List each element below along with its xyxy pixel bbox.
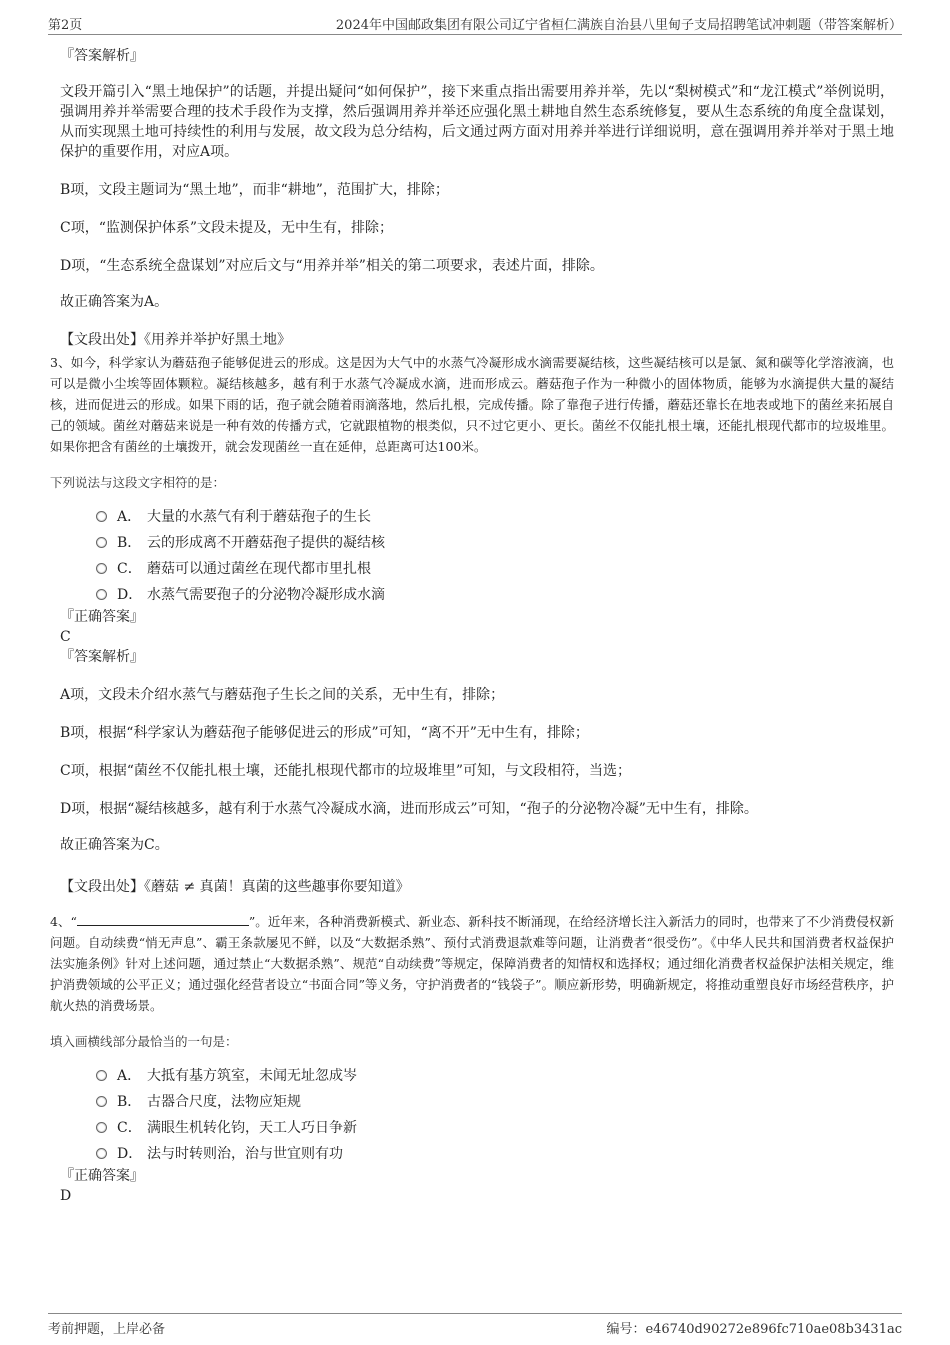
radio-icon[interactable]: [96, 537, 107, 548]
source: 【文段出处】《蘑菇 ≠ 真菌！真菌的这些趣事你要知道》: [60, 879, 410, 895]
question-4-options: [96, 1062, 894, 1166]
radio-icon[interactable]: [96, 1070, 107, 1081]
analysis-main: 文段开篇引入“黑土地保护”的话题，并提出疑问“如何保护”，接下来重点指出需要用养并举，先以“梨树模式”和“龙江模式”举例说明，强调用养并举需要合理的技术手段作为支撑，然后强调用养并举还应强化黑土耕地自然生态系统修复，要从生态系统的角度全盘谋划，从而实现黑土地可持续性的利用与发展，故文段为总分结构，后文通过两方面对用养并举进行详细说明，意在强调用养并举对于黑土地保护的重要作用，对应A项。: [60, 84, 894, 160]
radio-icon[interactable]: [96, 1122, 107, 1133]
page-footer: [48, 1313, 902, 1336]
conclusion: 故正确答案为C。: [60, 837, 169, 853]
analysis-label: 『答案解析』: [60, 649, 144, 665]
option-a[interactable]: A． 大抵有基方筑室，未闻无址忽成岑: [96, 1062, 894, 1088]
question-3-options: [96, 503, 894, 607]
analysis-d: D项，“生态系统全盘谋划”对应后文与“用养并举”相关的第二项要求，表述片面，排除。: [60, 258, 604, 274]
option-b[interactable]: B． 古器合尺度，法物应矩规: [96, 1088, 894, 1114]
option-d[interactable]: D． 水蒸气需要孢子的分泌物冷凝形成水滴: [96, 581, 894, 607]
option-c[interactable]: C． 满眼生机转化钧，天工人巧日争新: [96, 1114, 894, 1140]
fill-blank: [77, 913, 249, 926]
analysis-b: B项，文段主题词为“黑土地”，而非“耕地”，范围扩大，排除；: [60, 182, 449, 198]
option-c[interactable]: C． 蘑菇可以通过菌丝在现代都市里扎根: [96, 555, 894, 581]
answer-label: 『正确答案』: [60, 1168, 144, 1184]
conclusion: 故正确答案为A。: [60, 294, 169, 310]
footer-slogan: 考前押题，上岸必备: [48, 1322, 166, 1337]
question-4-stem: 4、“ ”。近年来，各种消费新模式、新业态、新科技不断涌现，在给经济增长注入新活力的同时，也带来了不少消费侵权新问题。自动续费“悄无声息”、霸王条款屡见不鲜，以及“大数据杀熟”、预付式消费退款难等问题，让消费者“很受伤”。《中华人民共和国消费者权益保护法实施条例》针对上述问题，通过禁止“大数据杀熟”、规范“自动续费”等规定，保障消费者的知情权和选择权；通过细化消费者权益保护法相关规定，维护消费领域的公平正义；通过强化经营者设立“书面合同”等义务，守护消费者的“钱袋子”。顺应新形势，明确新规定，将推动重塑良好市场经营秩序，护航火热的消费场景。: [50, 914, 894, 1013]
answer-value: C: [60, 629, 71, 645]
analysis-a: A项，文段未介绍水蒸气与蘑菇孢子生长之间的关系，无中生有，排除；: [60, 687, 505, 703]
radio-icon[interactable]: [96, 589, 107, 600]
question-4-prompt: 填入画横线部分最恰当的一句是：: [50, 1034, 238, 1049]
document-id: 编号：e46740d90272e896fc710ae08b3431ac: [606, 1322, 902, 1337]
analysis-c: C项，“监测保护体系”文段未提及，无中生有，排除；: [60, 220, 394, 236]
radio-icon[interactable]: [96, 1096, 107, 1107]
page-header: [48, 14, 902, 35]
answer-value: D: [60, 1188, 72, 1204]
document-title: 2024年中国邮政集团有限公司辽宁省桓仁满族自治县八里甸子支局招聘笔试冲刺题（带答案解析）: [335, 18, 902, 33]
page-number: 第2页: [48, 18, 83, 33]
document-body: [50, 46, 894, 1206]
radio-icon[interactable]: [96, 511, 107, 522]
analysis-b: B项，根据“科学家认为蘑菇孢子能够促进云的形成”可知，“离不开”无中生有，排除；: [60, 725, 589, 741]
option-b[interactable]: B． 云的形成离不开蘑菇孢子提供的凝结核: [96, 529, 894, 555]
question-3-stem: 3、如今，科学家认为蘑菇孢子能够促进云的形成。这是因为大气中的水蒸气冷凝形成水滴需要凝结核，这些凝结核可以是氯、氮和碳等化学溶液滴，也可以是微小尘埃等固体颗粒。凝结核越多，越有利于水蒸气冷凝成水滴，进而形成云。蘑菇孢子作为一种微小的固体物质，能够为水滴提供大量的凝结核，进而促进云的形成。如果下雨的话，孢子就会随着雨滴落地，然后扎根，完成传播。除了靠孢子进行传播，蘑菇还靠长在地表或地下的菌丝来拓展自己的领域。菌丝对蘑菇来说是一种有效的传播方式，它就跟植物的根类似，只不过它更小、更长。菌丝不仅能扎根土壤，还能扎根现代都市的垃圾堆里。如果你把含有菌丝的土壤拨开，就会发现菌丝一直在延伸，总距离可达100米。: [50, 355, 894, 454]
radio-icon[interactable]: [96, 563, 107, 574]
option-d[interactable]: D． 法与时转则治，治与世宜则有功: [96, 1140, 894, 1166]
radio-icon[interactable]: [96, 1148, 107, 1159]
question-3-prompt: 下列说法与这段文字相符的是：: [50, 475, 226, 490]
analysis-c: C项，根据“菌丝不仅能扎根土壤，还能扎根现代都市的垃圾堆里”可知，与文段相符，当选；: [60, 763, 632, 779]
source: 【文段出处】《用养并举护好黑土地》: [60, 332, 291, 348]
answer-label: 『正确答案』: [60, 609, 144, 625]
analysis-d: D项，根据“凝结核越多，越有利于水蒸气冷凝成水滴，进而形成云”可知，“孢子的分泌物冷凝”无中生有，排除。: [60, 801, 758, 817]
analysis-label: 『答案解析』: [60, 48, 144, 64]
option-a[interactable]: A． 大量的水蒸气有利于蘑菇孢子的生长: [96, 503, 894, 529]
